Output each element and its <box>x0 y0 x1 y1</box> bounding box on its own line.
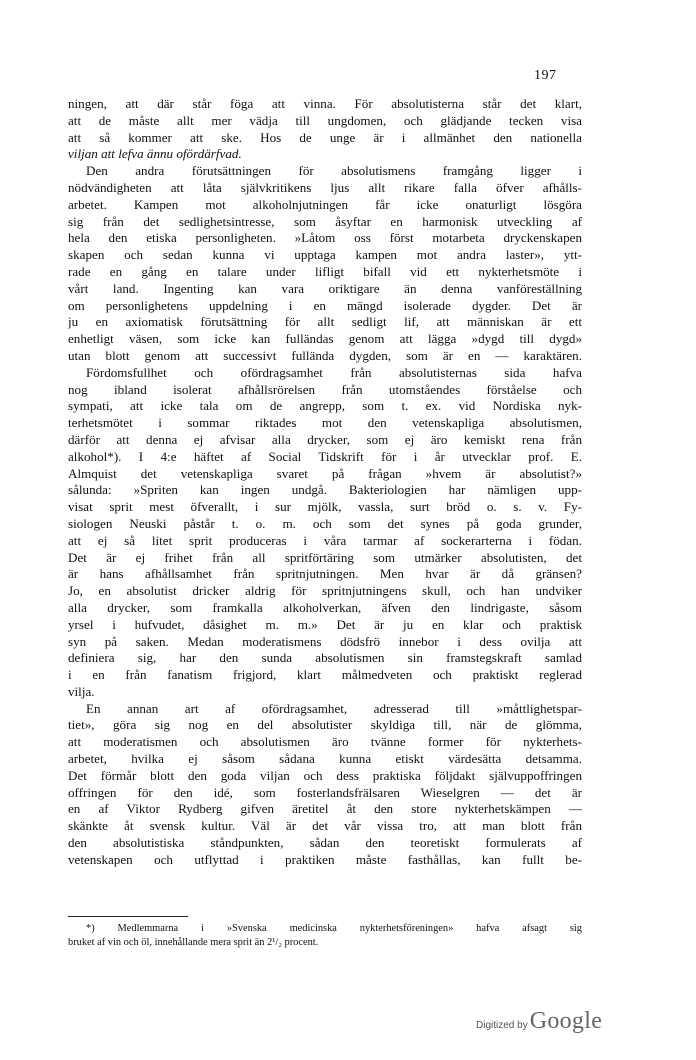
text-line: Almquist det vetenskapliga svaret på frågan »hvem är absolutist?» <box>68 465 582 481</box>
footnote-divider <box>68 916 188 917</box>
text-line: vilja. <box>68 683 95 699</box>
text-line: En annan art af ofördragsamhet, adresserad till »måttlighetspar- <box>86 700 582 716</box>
text-line: att de måste allt mer vädja till ungdomen, och glädjande tecken visa <box>68 112 582 128</box>
text-line: sålunda: »Spriten kan ingen undgå. Bakteriologien har nämligen upp- <box>68 482 582 498</box>
text-line: sig från det sedlighetsintresse, som åsyftar en harmonisk utveckling af <box>68 213 582 229</box>
footnote-line: bruket af vin och öl, innehållande mera sprit än 2¹/₂ procent. <box>68 937 319 948</box>
text-line: visat sprit mest öfverallt, i sur mjölk, vassla, surt bröd o. s. v. Fy- <box>68 499 582 515</box>
text-line: tiet», göra sig nog en del absolutister skyldiga till, när de glömma, <box>68 717 582 733</box>
text-line: vetenskapen och utflyttad i praktiken måste fasthållas, kan fullt be- <box>68 851 582 867</box>
digitized-by-watermark <box>476 1008 602 1035</box>
text-line: yrsel i hufvudet, dåsighet m. m.» Det är ju en klar och praktisk <box>68 616 582 632</box>
text-line: siologen Neuski påstår t. o. m. och som det synes på goda grunder, <box>68 515 582 531</box>
text-line: Fördomsfullhet och ofördragsamhet från absolutisternas sida hafva <box>86 364 582 380</box>
text-line: därför att denna ej afvisar alla drycker, som ej äro kemiskt rena från <box>68 431 582 447</box>
text-line: att moderatismen och absolutismen äro tvänne former för nykterhets- <box>68 734 582 750</box>
text-line: offringen för den idé, som fosterlandsfrälsaren Wieselgren — det är <box>68 784 582 800</box>
text-line: terhetsmötet i sommar riktades mot den vetenskapliga absolutismen, <box>68 415 582 431</box>
text-line: hela den etiska personligheten. »Låtom oss först motarbeta dryckenskapen <box>68 230 582 246</box>
text-line: nog ibland isolerat afhållsrörelsen från utomståendes förståelse och <box>68 381 582 397</box>
text-line: Det är ej frihet från all spritförtäring som utmärker absolutisten, det <box>68 549 582 565</box>
text-line: utan blott genom att successivt fulländа dygden, som är en — karaktären. <box>68 347 582 363</box>
text-line: ju en axiomatisk förutsättning för allt sedligt lif, att människan är ett <box>68 314 582 330</box>
text-line: nödvändigheten att låta självkritikens ljus allt rikare falla öfver afhålls- <box>68 179 582 195</box>
text-line: enhetligt väsen, som icke kan fulländas genom att lägga »dygd till dygd» <box>68 331 582 347</box>
footnote-line: *) Medlemmarna i »Svenska medicinska nykterhetsföreningen» hafva afsagt sig <box>86 923 582 934</box>
text-line: rade en gång en talare under lifligt bifall vid ett nykterhetsmöte i <box>68 263 582 279</box>
text-line: alla drycker, som framkalla alkoholverkan, äfven den lindrigaste, såsom <box>68 599 582 615</box>
text-line: definiera sig, har den sunda absolutismen sin framstegskraft samlad <box>68 650 582 666</box>
text-line: arbetet, hvilka ej såsom sådana kunna etiskt värdesätta detsamma. <box>68 751 582 767</box>
text-line: att ej så litet sprit produceras i våra tarmar af sockerarterna i födan. <box>68 532 582 548</box>
text-line: skapen och sedan kunna vi upptaga kampen mot andra laster», ytt- <box>68 247 582 263</box>
text-line: att så kommer att ske. Hos de unge är i allmänhet den nationella <box>68 129 582 145</box>
text-line: syn på saken. Medan moderatismens dödsfrö innebor i dess ovilja att <box>68 633 582 649</box>
text-line: den absolutistiska ståndpunkten, sådan den teoretiskt formulerats af <box>68 835 582 851</box>
text-line: vårt land. Ingenting kan vara oriktigare än denna vanföreställning <box>68 280 582 296</box>
text-line: Det förmår blott den goda viljan och dess praktiska följdakt självuppoffringen <box>68 767 582 783</box>
text-line: Den andra förutsättningen för absolutismens framgång ligger i <box>86 163 582 179</box>
text-line: sympati, att icke tala om de angrepp, som t. ex. vid Nordiska nyk- <box>68 398 582 414</box>
page-number: 197 <box>534 68 557 83</box>
footnote <box>68 922 582 950</box>
text-line: är hans afhållsamhet från spritnjutningen. Men hvar är då gränsen? <box>68 566 582 582</box>
google-logo: Google <box>529 1008 603 1034</box>
text-line: i en från fanatism frigjord, klart målmedveten och praktiskt reglerad <box>68 667 582 683</box>
text-line: skänkte åt svensk kultur. Väl är det vår vissa tro, att man blott från <box>68 818 582 834</box>
text-line: ningen, att där står föga att vinna. För absolutisterna står det klart, <box>68 96 582 111</box>
text-line: en af Viktor Rydberg gifven äretitel åt den store nykterhetskämpen — <box>68 801 582 817</box>
body-text <box>68 96 582 869</box>
text-line: Jo, en absolutist dricker aldrig för spritnjutningens skull, och han undviker <box>68 583 582 599</box>
text-line: arbetet. Kampen mot alkoholnjutningen får icke onaturligt lösgöra <box>68 196 582 212</box>
watermark-prefix: Digitized by <box>476 1020 528 1031</box>
text-line: om personlighetens uppdelning i en mängd isolerade dygder. Det är <box>68 297 582 313</box>
text-line: alkohol*). I 4:e häftet af Social Tidskrift för i år utvecklar prof. E. <box>68 448 582 464</box>
text-line: viljan att lefva ännu ofördärfvad. <box>68 146 242 162</box>
